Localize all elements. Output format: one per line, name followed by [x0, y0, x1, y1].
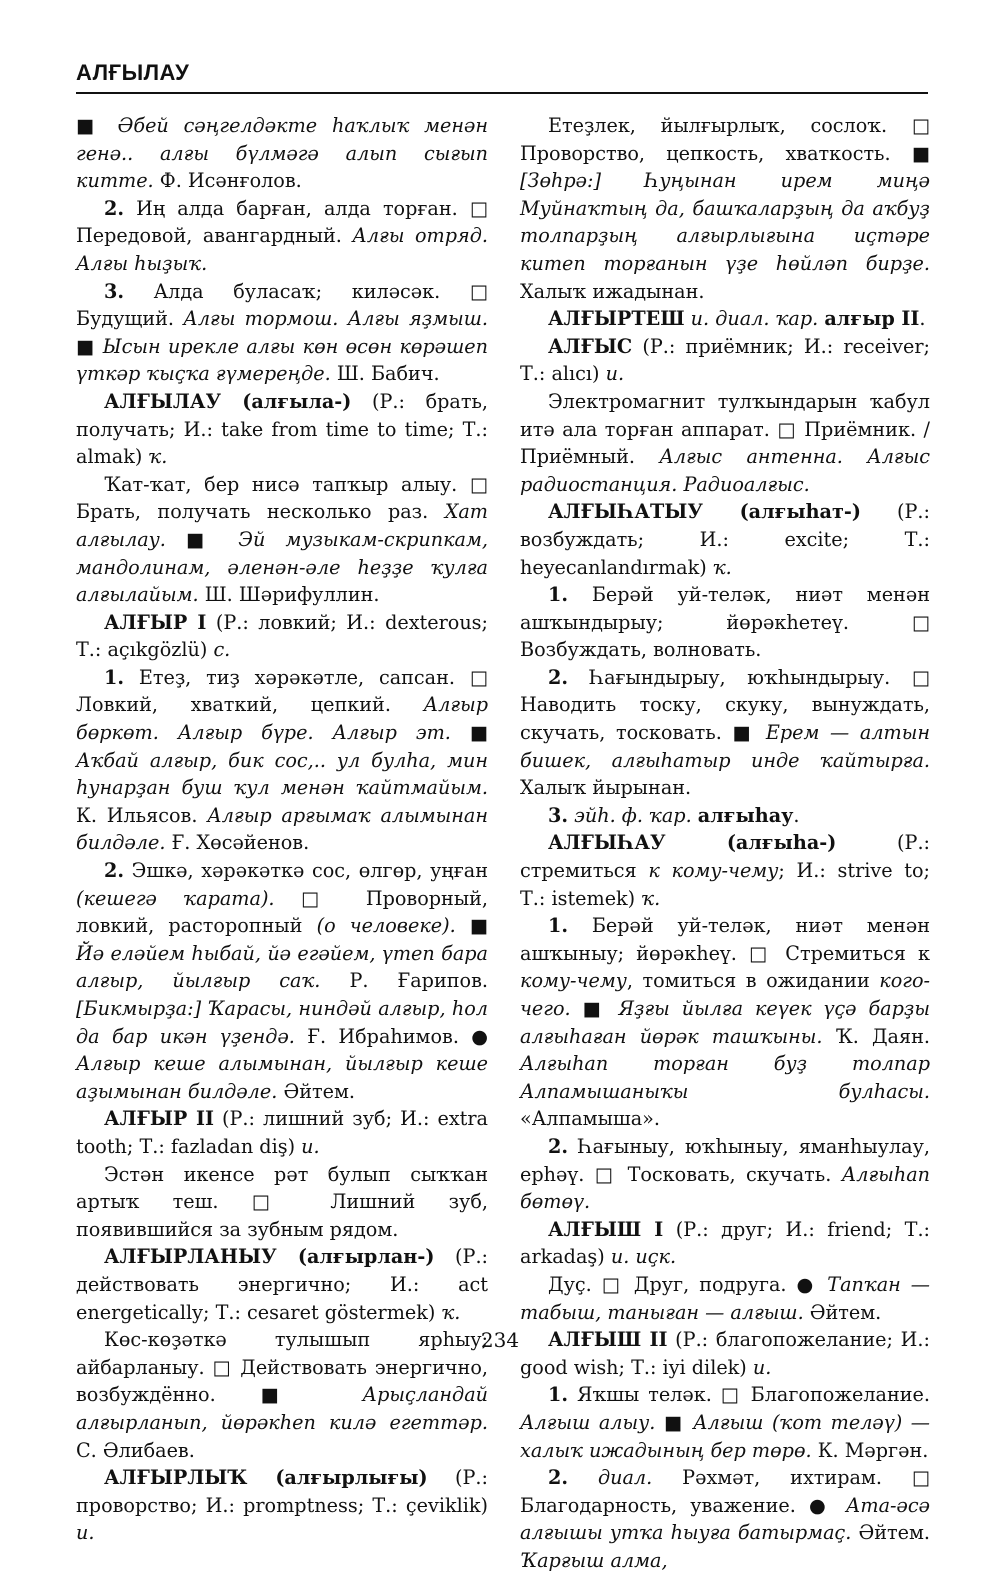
dictionary-paragraph: АЛҒЫҺАУ (алғыһа-) (Р.: стремиться к кому-чему; И.: strive to; Т.: istemek) ҡ.: [520, 831, 931, 910]
dictionary-paragraph: 1. Етеҙ, тиҙ хәрәкәтле, сапсан. □ Ловкий, хваткий, цепкий. Алғыр бөркөт. Алғыр бүре. Алғыр эт. ■ Аҡбай алғыр, бик сос,.. ул булһа, мин һунарҙан буш ҡул менән ҡайтмайым. К. Ильясов. Алғыр арғымаҡ алымынан билдәле. Ғ. Хөсәйенов.: [76, 665, 488, 855]
dictionary-paragraph: Ҡат-ҡат, бер нисә тапҡыр алыу. □ Брать, получать несколько раз. Хат алғылау. ■ Эй музыкам-скрипкам, мандолинам, әленән-әле һеҙҙе ҡулға алғылайым. Ш. Шәрифуллин.: [76, 472, 488, 607]
dictionary-paragraph: 1. Яҡшы теләк. □ Благопожелание. Алғыш алыу. ■ Алғыш (ҡот теләү) — халыҡ ижадының бер төрө. К. Мәргән.: [520, 1383, 930, 1462]
dictionary-paragraph: Көс-көҙәткә тулышып ярһыу; айбарланыу. □ Действовать энергично, возбуждённо. ■ Арыҫландай алғырланып, йөрәкһеп килә егеттәр. С. Әлибаев.: [76, 1328, 488, 1462]
dictionary-paragraph: Етеҙлек, йылғырлыҡ, сослоҡ. □ Проворство, цепкость, хваткость. ■ [Зөһрә:] Һуңынан ирем миңә Муйнаҡтың да, башҡаларҙың да аҡбуҙ толпарҙың алғырлығына иҫтәре китеп торғанын үҙе һөйләп бирҙе. Халыҡ ижадынан.: [520, 114, 930, 303]
dictionary-paragraph: 2. диал. Рәхмәт, ихтирам. □ Благодарность, уважение. ● Ата-әсә алғышы утҡа һыуға батырмаҫ. Әйтем. Ҡарғыш алма,: [520, 1466, 930, 1572]
dictionary-paragraph: 3. эйһ. ф. ҡар. алғыһау.: [548, 803, 800, 827]
header-rule: [76, 92, 928, 94]
dictionary-paragraph: АЛҒЫРТЕШ и. диал. ҡар. алғыр II.: [548, 307, 926, 331]
running-head: АЛҒЫЛАУ: [76, 60, 190, 85]
dictionary-paragraph: АЛҒЫШ I (Р.: друг; И.: friend; Т.: arkadaş) и. иҫк.: [520, 1217, 931, 1269]
dictionary-paragraph: АЛҒЫШ II (Р.: благопожелание; И.: good wish; Т.: iyi dilek) и.: [520, 1328, 930, 1379]
dictionary-paragraph: АЛҒЫЛАУ (алғыла-) (Р.: брать, получать; И.: take from time to time; Т.: almak) ҡ.: [76, 389, 489, 469]
dictionary-paragraph: 1. Берәй уй-теләк, ниәт менән ашҡыныу; йөрәкһеү. □ Стремиться к кому-чему, томиться в ожидании кого-чего. ■ Яҙғы йылға кеүек үҫә барҙы алғыһаған йөрәк ташҡыны. Ҡ. Даян. Алғыһап торған буҙ толпар Алпамышаныҡы булһасы. «Алпамыша».: [520, 914, 931, 1131]
dictionary-paragraph: 2. Һағындырыу, юҡһындырыу. □ Наводить тоску, скуку, вынуждать, скучать, тосковать. ■ Ерем — алтын бишек, алғыһатыр инде ҡайтырға. Халыҡ йырынан.: [520, 665, 930, 800]
right-column: [520, 112, 930, 1574]
dictionary-paragraph: Эстән икенсе рәт булып сыҡҡан артыҡ теш. □ Лишний зуб, появившийся за зубным рядом.: [76, 1162, 488, 1241]
dictionary-paragraph: 3. Алда буласаҡ; киләсәк. □ Будущий. Алғы тормош. Алғы яҙмыш. ■ Ысын ирекле алғы көн өсөн көрәшеп үткәр ҡыҫҡа ғүмереңде. Ш. Бабич.: [76, 279, 489, 386]
dictionary-paragraph: 2. Иң алда барған, алда торған. □ Передовой, авангардный. Алғы отряд. Алғы һыҙыҡ.: [76, 196, 488, 275]
dictionary-paragraph: 1. Берәй уй-теләк, ниәт менән ашҡындырыу; йөрәкһетеү. □ Возбуждать, волновать.: [520, 583, 930, 662]
dictionary-paragraph: 2. Һағыныу, юҡһыныу, яманһыулау, ерһәү. □ Тосковать, скучать. Алғыһап бөтөү.: [520, 1134, 930, 1214]
dictionary-paragraph: АЛҒЫРЛЫҠ (алғырлығы) (Р.: проворство; И.: promptness; Т.: çeviklik) и.: [76, 1466, 488, 1545]
dictionary-paragraph: Электромагнит тулҡындарын ҡабул итә ала торған аппарат. □ Приёмник. / Приёмный. Алғыс антенна. Алғыс радиостанция. Радиоалғыс.: [520, 389, 930, 496]
page-number: 234: [480, 1328, 520, 1352]
dictionary-paragraph: 2. Эшкә, хәрәкәткә сос, өлгөр, уңған (кешегә ҡарата). □ Проворный, ловкий, расторопный (о человеке). ■ Йә еләйем һыбай, йә егәйем, үтеп бара алғыр, йылғыр саҡ. Р. Ғарипов. [Бикмырҙа:] Ҡарасы, ниндәй алғыр, һол да бар икән үҙендә. Ғ. Ибраһимов. ● Алғыр кеше алымынан, йылғыр кеше аҙымынан билдәле. Әйтем.: [76, 859, 489, 1103]
dictionary-paragraph: Дуҫ. □ Друг, подруга. ● Тапҡан — табыш, таныған — алғыш. Әйтем.: [520, 1272, 930, 1324]
dictionary-paragraph: АЛҒЫҺАТЫУ (алғыһат-) (Р.: возбуждать; И.: excite; Т.: heyecanlandırmak) ҡ.: [520, 500, 930, 579]
dictionary-paragraph: АЛҒЫР I (Р.: ловкий; И.: dexterous; Т.: açıkgözlü) с.: [76, 610, 488, 662]
dictionary-paragraph: АЛҒЫРЛАНЫУ (алғырлан-) (Р.: действовать энергично; И.: act energetically; Т.: cesaret göstermek) ҡ.: [76, 1245, 489, 1324]
dictionary-paragraph: ■ Әбей сәңгелдәкте һаҡлыҡ менән генә.. алғы бүлмәгә алып сығып китте. Ф. Исәнғолов.: [76, 114, 488, 193]
dictionary-paragraph: АЛҒЫР II (Р.: лишний зуб; И.: extra tooth; Т.: fazladan diş) и.: [76, 1107, 488, 1158]
dictionary-paragraph: АЛҒЫС (Р.: приёмник; И.: receiver; Т.: alıcı) и.: [520, 334, 930, 386]
